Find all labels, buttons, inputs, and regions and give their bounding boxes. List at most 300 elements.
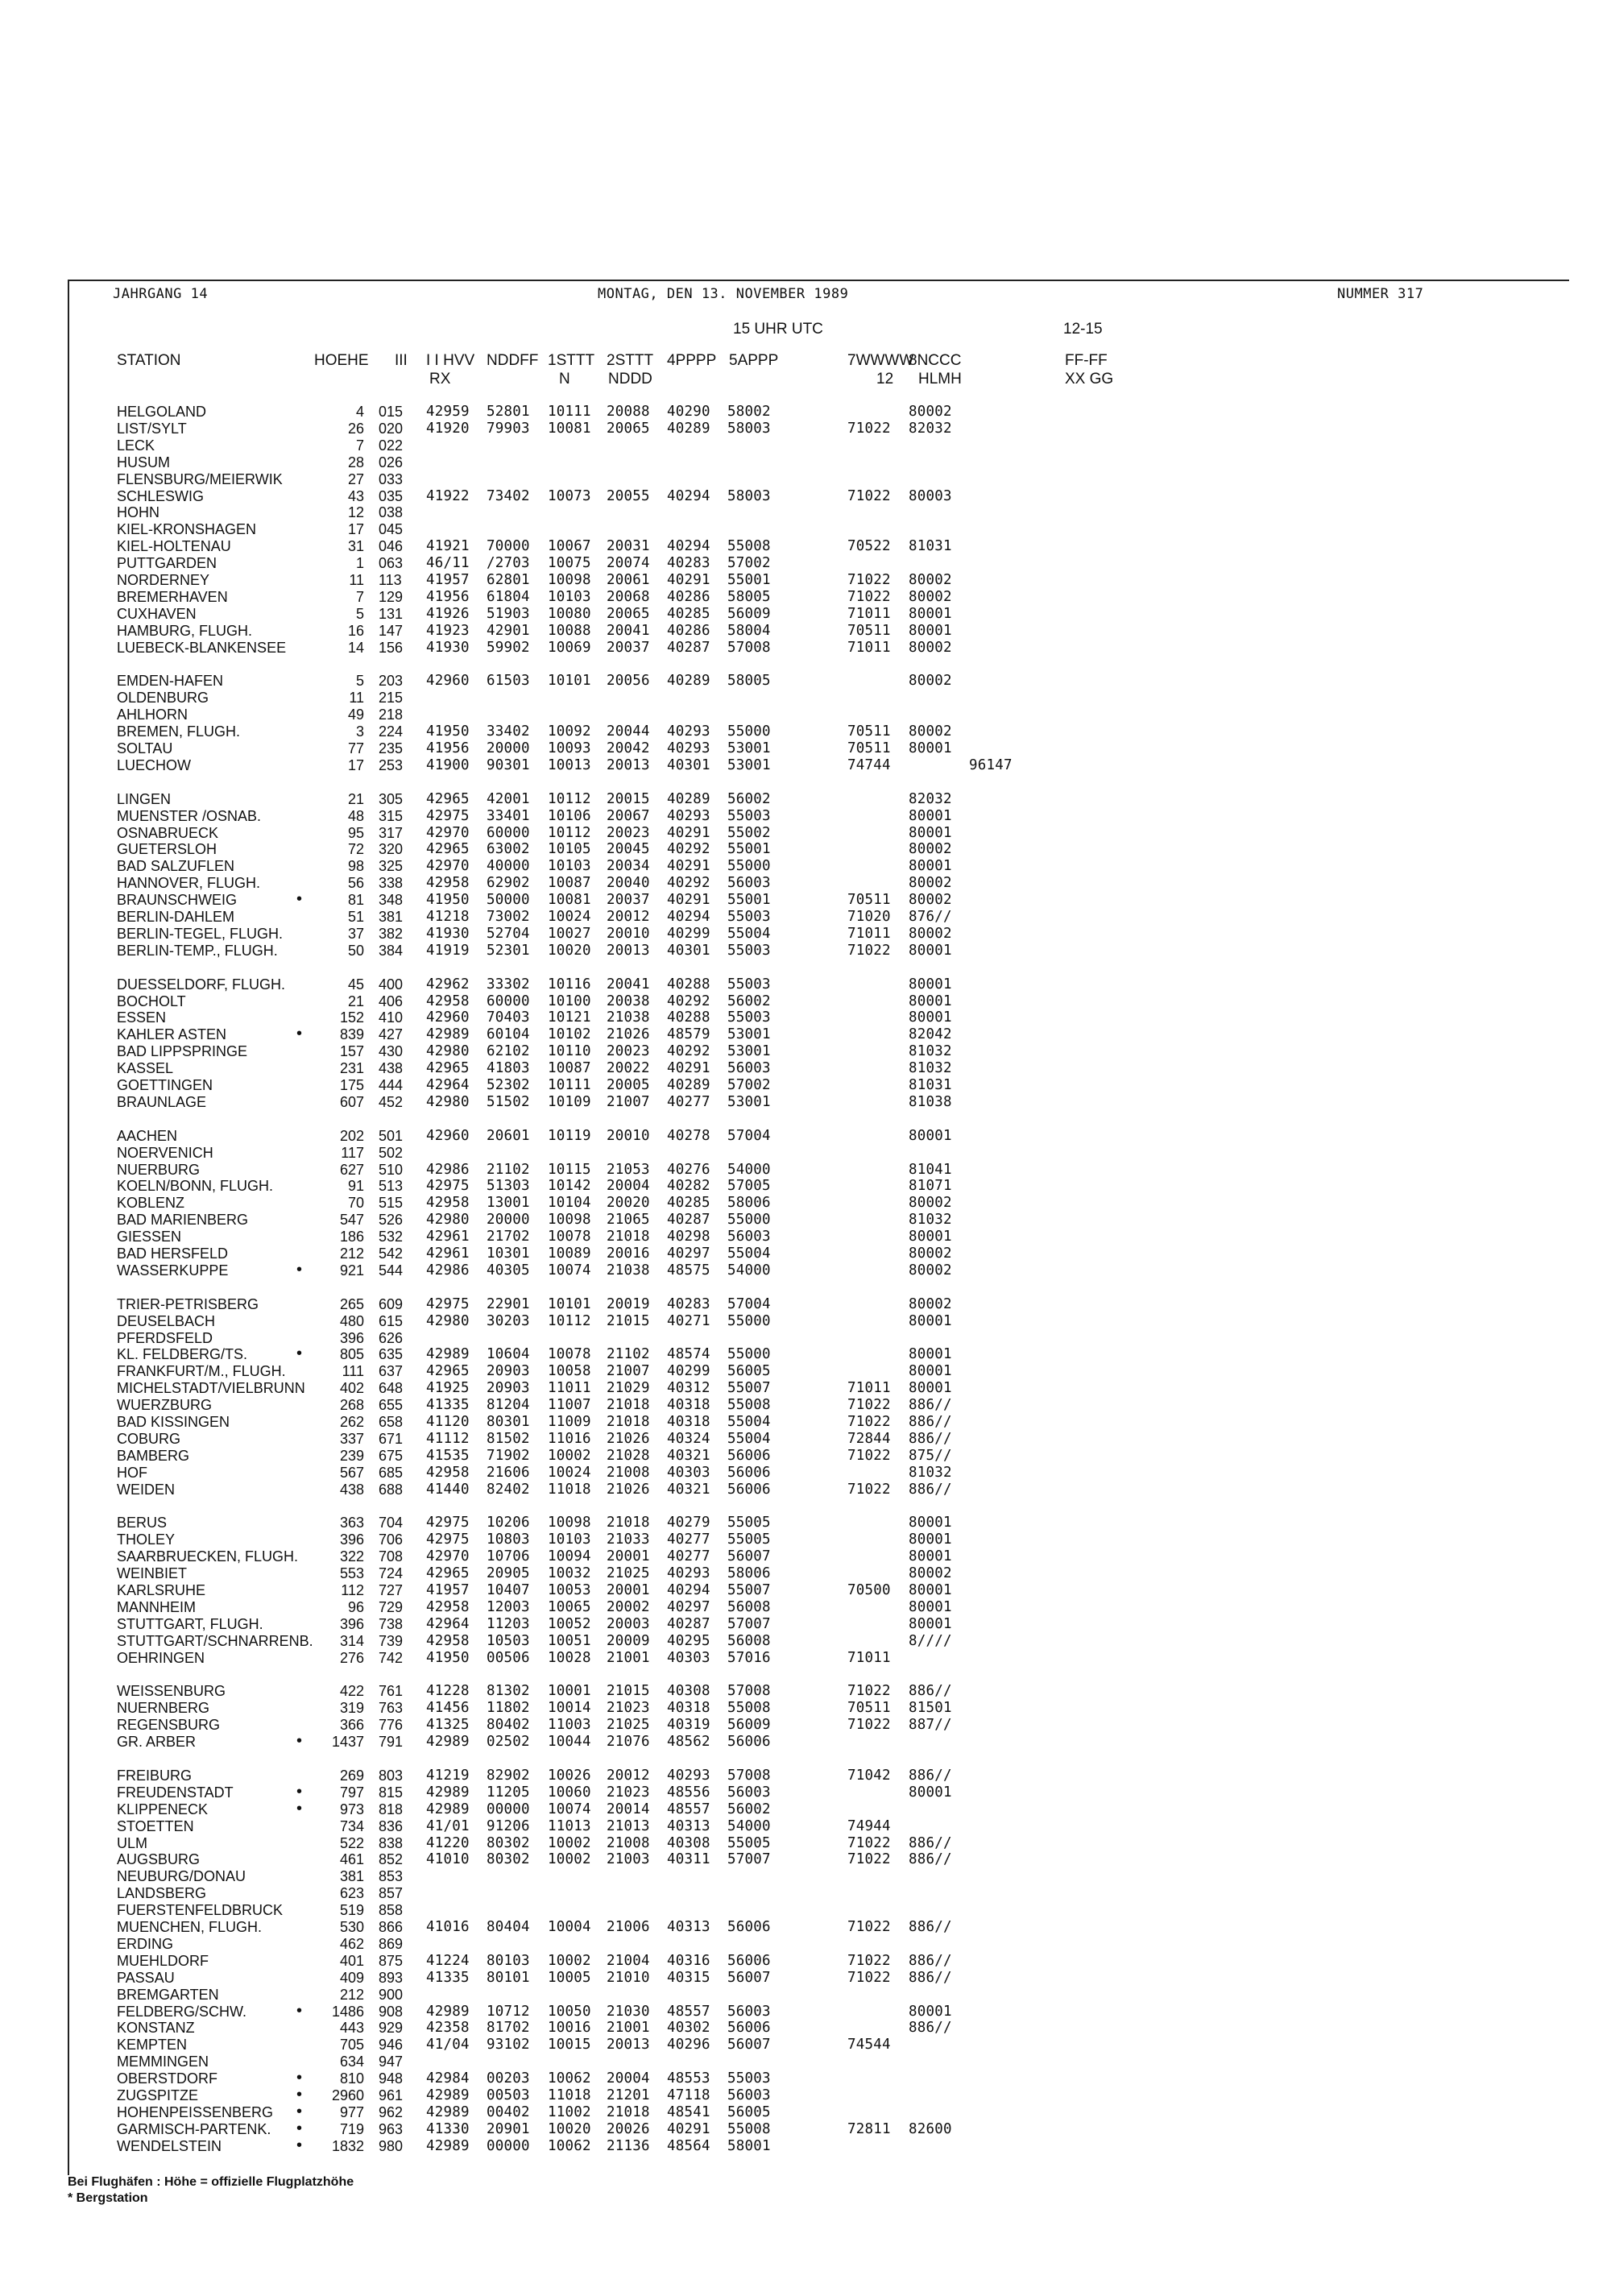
synop-group-3: 10098: [548, 1515, 591, 1531]
synop-group-6: 56003: [727, 2087, 771, 2103]
synop-group-5: 40276: [667, 1161, 710, 1178]
synop-group-7: 71042: [847, 1767, 891, 1784]
synop-group-5: 48564: [667, 2137, 710, 2154]
synop-group-4: 20037: [607, 639, 650, 656]
station-number: 382: [379, 925, 404, 942]
station-name: DEUSELBACH: [117, 1312, 216, 1329]
synop-group-6: 57004: [727, 1127, 771, 1144]
synop-group-6: 55007: [727, 1380, 771, 1397]
synop-group-3: 10103: [548, 588, 591, 605]
station-height: 553: [339, 1565, 364, 1582]
synop-group-8: 80001: [909, 1312, 952, 1329]
synop-group-2: 60000: [487, 993, 530, 1009]
synop-group-3: 10098: [548, 1212, 591, 1229]
synop-group-2: 80302: [487, 1851, 530, 1868]
synop-group-5: 40291: [667, 892, 710, 909]
station-height: 16: [347, 622, 364, 639]
synop-group-7: 70511: [847, 723, 891, 740]
station-name: GOETTINGEN: [117, 1077, 213, 1093]
synop-group-5: 40294: [667, 909, 710, 925]
synop-group-5: 40295: [667, 1632, 710, 1649]
synop-group-3: 10044: [548, 1734, 591, 1751]
station-number: 836: [379, 1817, 404, 1834]
mountain-station-marker: •: [296, 2102, 303, 2120]
table-row: [0, 909, 1047, 926]
synop-group-7: 71022: [847, 487, 891, 504]
station-number: 609: [379, 1295, 404, 1312]
station-number: 515: [379, 1195, 404, 1212]
synop-group-5: 40313: [667, 1919, 710, 1935]
station-name: BAD MARIENBERG: [117, 1212, 249, 1229]
station-number: 502: [379, 1144, 404, 1161]
table-row: [0, 723, 1047, 740]
table-row: [0, 1851, 1047, 1868]
synop-group-8: 81032: [909, 1043, 952, 1060]
synop-group-6: 57002: [727, 555, 771, 572]
synop-group-3: 11018: [548, 1481, 591, 1498]
synop-group-1: 41535: [426, 1447, 470, 1464]
synop-group-4: 20013: [607, 756, 650, 773]
synop-group-1: 42989: [426, 2103, 470, 2120]
station-name: MEMMINGEN: [117, 2054, 209, 2070]
synop-group-4: 21004: [607, 1952, 650, 1969]
station-height: 50: [347, 942, 364, 959]
station-number: 853: [379, 1868, 404, 1885]
station-number: 452: [379, 1093, 404, 1110]
station-number: 742: [379, 1649, 404, 1666]
synop-group-2: 52801: [487, 404, 530, 420]
synop-group-2: 12003: [487, 1598, 530, 1615]
synop-group-4: 21029: [607, 1380, 650, 1397]
synop-group-6: 55004: [727, 925, 771, 942]
synop-group-8: 80002: [909, 404, 952, 420]
station-height: 48: [347, 807, 364, 824]
table-row: [0, 1987, 1047, 2004]
synop-group-1: 41228: [426, 1683, 470, 1700]
synop-group-6: 57008: [727, 639, 771, 656]
station-name: FELDBERG/SCHW.: [117, 2003, 247, 2020]
synop-group-8: 80001: [909, 1229, 952, 1245]
table-row: [0, 1094, 1047, 1111]
synop-group-8: 81038: [909, 1093, 952, 1110]
synop-group-7: 71022: [847, 1834, 891, 1851]
station-name: ZUGSPITZE: [117, 2087, 199, 2103]
synop-group-1: 42961: [426, 1229, 470, 1245]
station-name: LINGEN: [117, 790, 172, 807]
table-row: [0, 1700, 1047, 1717]
mountain-station-marker: •: [296, 890, 303, 909]
synop-group-4: 20020: [607, 1195, 650, 1212]
station-number: 724: [379, 1565, 404, 1582]
synop-group-2: 70000: [487, 538, 530, 555]
synop-group-6: 55003: [727, 976, 771, 993]
synop-group-8: 886//: [909, 1430, 952, 1447]
station-height: 27: [347, 470, 364, 487]
synop-group-2: 80101: [487, 1969, 530, 1986]
station-number: 147: [379, 622, 404, 639]
synop-group-8: 80002: [909, 639, 952, 656]
table-row: [0, 2020, 1047, 2037]
synop-group-6: 56007: [727, 1969, 771, 1986]
synop-group-3: 10110: [548, 1043, 591, 1060]
synop-group-2: /2703: [487, 555, 530, 572]
synop-group-6: 55004: [727, 1245, 771, 1262]
station-height: 175: [339, 1077, 364, 1093]
synop-group-4: 21053: [607, 1161, 650, 1178]
synop-group-5: 40303: [667, 1649, 710, 1666]
synop-group-1: 42965: [426, 841, 470, 858]
synop-group-6: 55002: [727, 824, 771, 841]
station-number: 947: [379, 2054, 404, 2070]
station-height: 81: [347, 892, 364, 909]
synop-group-8: 81031: [909, 1077, 952, 1093]
synop-group-7: 74744: [847, 756, 891, 773]
synop-group-8: 80002: [909, 875, 952, 892]
col-g3: 1STTT: [548, 352, 595, 369]
synop-group-4: 21038: [607, 1009, 650, 1026]
station-number: 320: [379, 841, 404, 858]
synop-group-5: 40293: [667, 807, 710, 824]
synop-group-2: 33302: [487, 976, 530, 993]
synop-group-1: 42989: [426, 2137, 470, 2154]
synop-group-3: 10016: [548, 2020, 591, 2037]
synop-group-1: 41930: [426, 925, 470, 942]
synop-group-5: 40298: [667, 1229, 710, 1245]
col-g8-sub: HLMH: [918, 371, 962, 388]
table-row: [0, 454, 1047, 471]
station-height: 11: [349, 690, 364, 707]
synop-group-3: 11016: [548, 1430, 591, 1447]
station-name: STOETTEN: [117, 1817, 194, 1834]
synop-group-8: 80001: [909, 807, 952, 824]
synop-group-2: 81502: [487, 1430, 530, 1447]
station-name: COBURG: [117, 1430, 181, 1447]
table-row: [0, 2037, 1047, 2054]
synop-group-4: 20038: [607, 993, 650, 1009]
station-name: HANNOVER, FLUGH.: [117, 875, 261, 892]
synop-group-1: 42989: [426, 1026, 470, 1043]
synop-group-7: 71011: [847, 1649, 891, 1666]
station-height: 11: [349, 572, 364, 588]
station-height: 396: [339, 1531, 364, 1548]
synop-group-2: 61804: [487, 588, 530, 605]
table-row: [0, 606, 1047, 623]
table-row: [0, 1128, 1047, 1145]
station-number: 501: [379, 1127, 404, 1144]
synop-group-2: 80302: [487, 1834, 530, 1851]
synop-group-8: 81501: [909, 1700, 952, 1717]
synop-group-8: 80001: [909, 993, 952, 1009]
synop-group-5: 40321: [667, 1481, 710, 1498]
synop-group-1: 42989: [426, 1346, 470, 1363]
synop-group-1: 41335: [426, 1969, 470, 1986]
synop-group-6: 58006: [727, 1195, 771, 1212]
synop-group-1: 41219: [426, 1767, 470, 1784]
synop-group-5: 40302: [667, 2020, 710, 2037]
synop-group-8: 80002: [909, 1245, 952, 1262]
synop-group-3: 10058: [548, 1363, 591, 1380]
synop-group-6: 55003: [727, 909, 771, 925]
synop-group-8: 886//: [909, 1919, 952, 1935]
synop-group-3: 10092: [548, 723, 591, 740]
synop-group-3: 10106: [548, 807, 591, 824]
synop-group-6: 56006: [727, 1447, 771, 1464]
col-g7-sub: 12: [876, 371, 894, 388]
synop-group-6: 56006: [727, 1952, 771, 1969]
table-row: [0, 504, 1047, 521]
synop-group-1: 42989: [426, 1801, 470, 1817]
table-row: [0, 875, 1047, 892]
synop-group-1: 42961: [426, 1245, 470, 1262]
synop-group-6: 55007: [727, 1582, 771, 1598]
station-height: 231: [339, 1060, 364, 1077]
station-name: MUENSTER /OSNAB.: [117, 807, 262, 824]
synop-group-3: 10105: [548, 841, 591, 858]
synop-group-8: 80001: [909, 740, 952, 756]
synop-group-1: 41335: [426, 1397, 470, 1414]
synop-group-5: 40271: [667, 1312, 710, 1329]
station-name: KOBLENZ: [117, 1195, 185, 1212]
synop-group-5: 40288: [667, 976, 710, 993]
station-height: 973: [339, 1801, 364, 1817]
station-number: 444: [379, 1077, 404, 1093]
synop-group-7: 71022: [847, 1447, 891, 1464]
station-height: 438: [339, 1481, 364, 1498]
synop-group-4: 21007: [607, 1093, 650, 1110]
mountain-station-marker: •: [296, 2136, 303, 2154]
synop-group-4: 20004: [607, 2070, 650, 2087]
station-name: AACHEN: [117, 1127, 178, 1144]
table-row: [0, 1145, 1047, 1162]
station-number: 325: [379, 858, 404, 875]
synop-group-5: 40292: [667, 1043, 710, 1060]
synop-group-2: 80402: [487, 1717, 530, 1734]
synop-group-5: 40316: [667, 1952, 710, 1969]
station-number: 015: [379, 404, 404, 420]
synop-group-2: 20903: [487, 1380, 530, 1397]
mountain-station-marker: •: [296, 1345, 303, 1363]
synop-group-4: 21008: [607, 1464, 650, 1481]
station-height: 72: [347, 841, 364, 858]
synop-group-4: 20065: [607, 420, 650, 437]
table-row: [0, 2121, 1047, 2138]
station-height: 422: [339, 1683, 364, 1700]
synop-group-1: 42958: [426, 1632, 470, 1649]
synop-group-2: 33401: [487, 807, 530, 824]
station-name: BAD HERSFELD: [117, 1245, 229, 1262]
station-height: 157: [339, 1043, 364, 1060]
synop-group-7: 71022: [847, 1414, 891, 1430]
synop-group-5: 48575: [667, 1262, 710, 1279]
synop-group-3: 10015: [548, 2037, 591, 2054]
table-row: [0, 1599, 1047, 1616]
station-name: HAMBURG, FLUGH.: [117, 622, 253, 639]
synop-group-6: 57007: [727, 1851, 771, 1868]
synop-group-1: 42989: [426, 1734, 470, 1751]
table-row: [0, 1346, 1047, 1363]
synop-group-3: 11018: [548, 2087, 591, 2103]
synop-group-4: 20045: [607, 841, 650, 858]
synop-group-7: 70511: [847, 1700, 891, 1717]
station-number: 615: [379, 1312, 404, 1329]
mountain-station-marker: •: [296, 1260, 303, 1279]
station-height: 805: [339, 1346, 364, 1363]
table-row: [0, 943, 1047, 959]
station-name: BERUS: [117, 1515, 168, 1531]
synop-group-5: 40318: [667, 1700, 710, 1717]
table-row: [0, 1380, 1047, 1397]
synop-group-5: 40311: [667, 1851, 710, 1868]
synop-group-2: 90301: [487, 756, 530, 773]
table-row: [0, 2138, 1047, 2155]
station-number: 348: [379, 892, 404, 909]
synop-group-8: 886//: [909, 1481, 952, 1498]
station-number: 838: [379, 1834, 404, 1851]
synop-group-6: 55005: [727, 1515, 771, 1531]
synop-group-3: 10001: [548, 1683, 591, 1700]
station-height: 443: [339, 2020, 364, 2037]
table-row: [0, 1414, 1047, 1431]
station-number: 963: [379, 2120, 404, 2137]
station-name: WEINBIET: [117, 1565, 188, 1582]
synop-group-2: 60104: [487, 1026, 530, 1043]
synop-group-6: 53001: [727, 756, 771, 773]
synop-group-4: 21065: [607, 1212, 650, 1229]
synop-group-1: 41440: [426, 1481, 470, 1498]
synop-group-4: 20068: [607, 588, 650, 605]
date-label: MONTAG, DEN 13. NOVEMBER 1989: [598, 286, 849, 302]
synop-group-4: 20041: [607, 622, 650, 639]
col-g8: 8NCCC: [909, 352, 962, 369]
synop-group-1: 42986: [426, 1161, 470, 1178]
synop-group-1: 42958: [426, 875, 470, 892]
table-row: [0, 1482, 1047, 1498]
station-name: NUERNBERG: [117, 1700, 210, 1717]
synop-group-1: 41112: [426, 1430, 470, 1447]
synop-group-8: 82042: [909, 1026, 952, 1043]
station-number: 875: [379, 1952, 404, 1969]
synop-group-6: 56006: [727, 1464, 771, 1481]
synop-group-3: 10112: [548, 824, 591, 841]
station-name: KAHLER ASTEN: [117, 1026, 227, 1043]
synop-group-1: 41956: [426, 588, 470, 605]
synop-group-3: 10142: [548, 1178, 591, 1195]
station-name: THOLEY: [117, 1531, 176, 1548]
synop-group-1: 42984: [426, 2070, 470, 2087]
synop-group-4: 20031: [607, 538, 650, 555]
mountain-station-marker: •: [296, 2086, 303, 2103]
table-row: [0, 640, 1047, 657]
synop-group-5: 40287: [667, 1615, 710, 1632]
station-number: 156: [379, 639, 404, 656]
synop-group-5: 48562: [667, 1734, 710, 1751]
table-row: [0, 1970, 1047, 1987]
synop-group-6: 58005: [727, 588, 771, 605]
synop-group-2: 42001: [487, 790, 530, 807]
synop-group-7: 70511: [847, 892, 891, 909]
station-number: 706: [379, 1531, 404, 1548]
table-row: [0, 2104, 1047, 2121]
station-height: 262: [339, 1414, 364, 1430]
station-name: FREIBURG: [117, 1767, 193, 1784]
synop-group-2: 00203: [487, 2070, 530, 2087]
station-height: 734: [339, 1817, 364, 1834]
synop-group-1: 42965: [426, 790, 470, 807]
table-row: [0, 521, 1047, 538]
station-number: 739: [379, 1632, 404, 1649]
synop-group-5: 40285: [667, 605, 710, 622]
synop-group-6: 53001: [727, 1043, 771, 1060]
synop-group-3: 10050: [548, 2003, 591, 2020]
synop-group-4: 21026: [607, 1481, 650, 1498]
synop-group-2: 02502: [487, 1734, 530, 1751]
synop-group-5: 40296: [667, 2037, 710, 2054]
station-number: 035: [379, 487, 404, 504]
synop-group-2: 52301: [487, 942, 530, 959]
synop-group-3: 10020: [548, 942, 591, 959]
synop-group-5: 48557: [667, 1801, 710, 1817]
table-row: [0, 1616, 1047, 1633]
synop-group-8: 80001: [909, 1515, 952, 1531]
synop-group-2: 93102: [487, 2037, 530, 2054]
synop-group-2: 51502: [487, 1093, 530, 1110]
synop-group-3: 10074: [548, 1801, 591, 1817]
station-number: 866: [379, 1919, 404, 1935]
synop-group-4: 20034: [607, 858, 650, 875]
synop-group-4: 21008: [607, 1834, 650, 1851]
synop-group-4: 20061: [607, 572, 650, 588]
synop-group-1: 42970: [426, 1548, 470, 1565]
table-row: [0, 993, 1047, 1010]
synop-group-3: 10121: [548, 1009, 591, 1026]
mountain-station-marker: •: [296, 1732, 303, 1751]
synop-group-4: 21001: [607, 1649, 650, 1666]
synop-group-4: 21018: [607, 1397, 650, 1414]
station-height: 322: [339, 1548, 364, 1565]
synop-group-7: 71020: [847, 909, 891, 925]
synop-group-5: 40279: [667, 1515, 710, 1531]
synop-group-2: 20903: [487, 1363, 530, 1380]
synop-group-8: 80001: [909, 605, 952, 622]
station-name: WUERZBURG: [117, 1397, 212, 1414]
synop-group-2: 62902: [487, 875, 530, 892]
synop-group-4: 21001: [607, 2020, 650, 2037]
synop-group-2: 11203: [487, 1615, 530, 1632]
synop-group-4: 20065: [607, 605, 650, 622]
synop-group-6: 55000: [727, 1212, 771, 1229]
synop-group-5: 40293: [667, 1767, 710, 1784]
synop-group-6: 58006: [727, 1565, 771, 1582]
synop-group-2: 52704: [487, 925, 530, 942]
station-height: 839: [339, 1026, 364, 1043]
synop-group-1: 42958: [426, 1195, 470, 1212]
table-row: [0, 2087, 1047, 2104]
synop-group-5: 40277: [667, 1548, 710, 1565]
station-height: 3: [355, 723, 364, 740]
synop-group-2: 20905: [487, 1565, 530, 1582]
table-row: [0, 740, 1047, 757]
synop-group-6: 55000: [727, 1312, 771, 1329]
synop-group-4: 21018: [607, 2103, 650, 2120]
synop-group-5: 40292: [667, 993, 710, 1009]
synop-group-1: 41950: [426, 892, 470, 909]
station-name: BREMGARTEN: [117, 1986, 219, 2003]
station-number: 338: [379, 875, 404, 892]
synop-group-1: 41/01: [426, 1817, 470, 1834]
synop-group-2: 10706: [487, 1548, 530, 1565]
synop-group-8: 80001: [909, 1615, 952, 1632]
station-height: 705: [339, 2037, 364, 2054]
